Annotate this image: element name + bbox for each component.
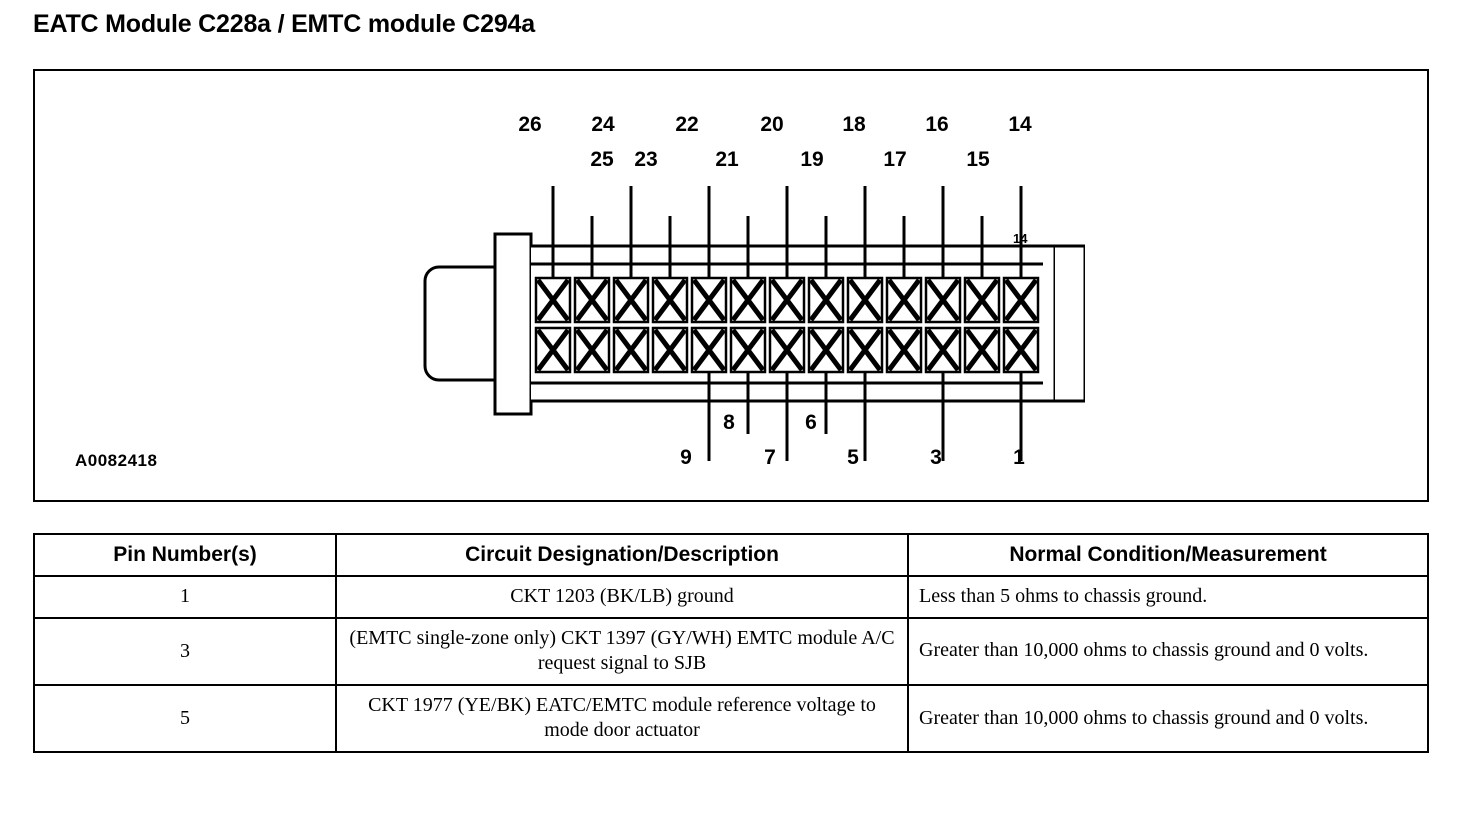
table-header-row	[34, 534, 1428, 576]
header-pin-number: Pin Number(s)	[34, 534, 336, 576]
pin-callout-14: 14	[1008, 113, 1032, 136]
cell-normal-condition: Greater than 10,000 ohms to chassis ground and 0 volts.	[908, 685, 1428, 752]
cell-pin-number: 3	[34, 618, 336, 685]
pin-callout-23: 23	[634, 148, 658, 171]
figure-id: A0082418	[75, 451, 158, 470]
pin-callout-21: 21	[715, 148, 739, 171]
pin-callout-3: 3	[930, 446, 942, 469]
pin-callout-15: 15	[966, 148, 990, 171]
pin-callout-25: 25	[590, 148, 614, 171]
pin-callout-26: 26	[518, 113, 542, 136]
cell-pin-number: 1	[34, 576, 336, 618]
pin-callout-18: 18	[842, 113, 866, 136]
pin-callout-6: 6	[805, 411, 817, 434]
pin-table	[33, 533, 1429, 753]
pin-callout-7: 7	[764, 446, 776, 469]
header-normal-condition: Normal Condition/Measurement	[908, 534, 1428, 576]
cell-pin-number: 5	[34, 685, 336, 752]
page-title: EATC Module C228a / EMTC module C294a	[33, 10, 535, 38]
pin-callout-9: 9	[680, 446, 692, 469]
pin-callout-19: 19	[800, 148, 824, 171]
pin-callout-1: 1	[1013, 446, 1025, 469]
pin-callout-20: 20	[760, 113, 784, 136]
cell-normal-condition: Less than 5 ohms to chassis ground.	[908, 576, 1428, 618]
connector-diagram-panel	[33, 69, 1429, 502]
pin-callout-22: 22	[675, 113, 699, 136]
pin-callout-16: 16	[925, 113, 949, 136]
cell-circuit-description: CKT 1977 (YE/BK) EATC/EMTC module reference voltage to mode door actuator	[336, 685, 908, 752]
inline-marker-14: 14	[1013, 231, 1028, 246]
table-row	[34, 576, 1428, 618]
pin-callout-8: 8	[723, 411, 735, 434]
cell-normal-condition: Greater than 10,000 ohms to chassis ground and 0 volts.	[908, 618, 1428, 685]
connector-illustration	[395, 186, 1085, 461]
header-circuit-description: Circuit Designation/Description	[336, 534, 908, 576]
cell-circuit-description: (EMTC single-zone only) CKT 1397 (GY/WH) EMTC module A/C request signal to SJB	[336, 618, 908, 685]
pin-callout-24: 24	[591, 113, 615, 136]
cell-circuit-description: CKT 1203 (BK/LB) ground	[336, 576, 908, 618]
pin-callout-5: 5	[847, 446, 859, 469]
pin-callout-17: 17	[883, 148, 907, 171]
table-row	[34, 618, 1428, 685]
table-row	[34, 685, 1428, 752]
